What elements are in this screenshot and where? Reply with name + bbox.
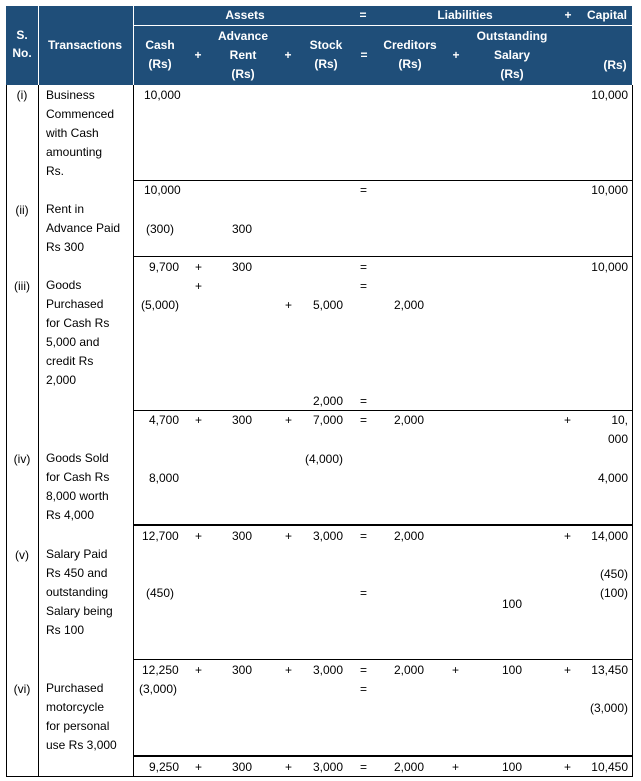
header-plus-1: + bbox=[194, 48, 202, 62]
rent-balance: 300 bbox=[232, 760, 253, 774]
transaction-description bbox=[46, 545, 126, 640]
desc-line: Goods bbox=[46, 278, 82, 292]
header-sno bbox=[6, 26, 38, 62]
plus-sign: + bbox=[285, 413, 293, 427]
desc-line: Goods Sold bbox=[46, 451, 109, 465]
header-liabilities: Liabilities bbox=[437, 8, 493, 22]
header-outstanding-salary bbox=[466, 27, 558, 84]
grid-bottom-border bbox=[6, 776, 633, 777]
plus-sign: + bbox=[564, 529, 572, 543]
plus-sign: + bbox=[564, 413, 572, 427]
capital-balance: 10,450 bbox=[591, 760, 628, 774]
header-sno-label: S. No. bbox=[12, 28, 32, 60]
capital-balance: 13,450 bbox=[591, 663, 628, 677]
desc-line: 5,000 and bbox=[46, 335, 100, 349]
header-assets: Assets bbox=[225, 8, 265, 22]
header-divider bbox=[38, 6, 39, 85]
stock-balance: 3,000 bbox=[313, 760, 344, 774]
desc-line: Commenced bbox=[46, 107, 115, 121]
subtotal-line-6 bbox=[133, 659, 633, 660]
desc-line: Salary Paid bbox=[46, 547, 108, 561]
equals-sign: = bbox=[360, 279, 368, 293]
transaction-description bbox=[46, 449, 126, 525]
plus-sign: + bbox=[195, 663, 203, 677]
desc-line: Rs 450 and bbox=[46, 566, 108, 580]
subtotal-line-1 bbox=[133, 180, 633, 181]
cash-balance: 12,700 bbox=[142, 529, 179, 543]
header-cash-unit: (Rs) bbox=[148, 57, 172, 71]
header-creditors bbox=[374, 36, 446, 74]
desc-line: outstanding bbox=[46, 585, 109, 599]
header-plus: + bbox=[564, 8, 572, 22]
plus-sign: + bbox=[285, 760, 293, 774]
header-transactions: Transactions bbox=[47, 38, 123, 52]
desc-line: Rs 100 bbox=[46, 623, 85, 637]
plus-sign: + bbox=[564, 760, 572, 774]
subtotal-line-2 bbox=[133, 256, 633, 257]
header-plus-3: + bbox=[452, 48, 460, 62]
grid-left-border bbox=[6, 85, 7, 776]
equals-sign: = bbox=[360, 394, 368, 408]
header-advance-label: Advance bbox=[217, 29, 269, 43]
grid-desc-divider bbox=[133, 85, 134, 776]
header-stock-unit: (Rs) bbox=[314, 57, 338, 71]
header-rent-label: Rent bbox=[229, 48, 257, 62]
plus-sign: + bbox=[285, 529, 293, 543]
desc-line: Rs 300 bbox=[46, 240, 85, 254]
row-number: (iii) bbox=[14, 279, 30, 293]
stock-balance: 3,000 bbox=[313, 529, 344, 543]
equals-sign: = bbox=[360, 183, 368, 197]
creditors-balance: 2,000 bbox=[394, 760, 425, 774]
header-capital-unit: (Rs) bbox=[603, 58, 627, 72]
desc-line: use Rs 3,000 bbox=[46, 738, 117, 752]
salary-balance: 100 bbox=[502, 760, 523, 774]
desc-line: motorcycle bbox=[46, 700, 105, 714]
capital-value: (450) bbox=[599, 567, 628, 581]
capital-balance: 10,000 bbox=[591, 260, 628, 274]
header-advance-rent bbox=[210, 27, 276, 84]
desc-line: for personal bbox=[46, 719, 110, 733]
desc-line: with Cash bbox=[46, 126, 99, 140]
cash-balance: 9,700 bbox=[149, 260, 180, 274]
equals-sign: = bbox=[360, 586, 368, 600]
desc-line: Advance Paid bbox=[46, 221, 121, 235]
header-plus-2: + bbox=[284, 48, 292, 62]
transaction-description bbox=[46, 200, 126, 257]
salary-value: 100 bbox=[502, 597, 523, 611]
header-equals: = bbox=[359, 8, 367, 22]
transaction-description bbox=[46, 679, 126, 755]
header-divider bbox=[133, 6, 134, 85]
cash-value: (300) bbox=[146, 222, 175, 236]
header-stock-label: Stock bbox=[309, 38, 343, 52]
header-capital: Capital bbox=[586, 8, 627, 22]
equals-sign: = bbox=[360, 529, 368, 543]
desc-line: for Cash Rs bbox=[46, 470, 110, 484]
header-cash-label: Cash bbox=[145, 38, 175, 52]
transaction-description bbox=[46, 276, 126, 390]
cash-balance: 9,250 bbox=[149, 760, 180, 774]
desc-line: Rs. bbox=[46, 164, 64, 178]
creditors-balance: 2,000 bbox=[394, 529, 425, 543]
cash-value: (450) bbox=[146, 586, 175, 600]
plus-sign: + bbox=[452, 663, 460, 677]
plus-sign: + bbox=[195, 279, 203, 293]
creditors-value: 2,000 bbox=[394, 298, 425, 312]
rent-value: 300 bbox=[232, 222, 253, 236]
desc-line: Purchased bbox=[46, 297, 104, 311]
cash-value: (3,000) bbox=[139, 682, 178, 696]
rent-balance: 300 bbox=[232, 413, 253, 427]
capital-balance: 10, bbox=[611, 413, 628, 427]
grid-right-border bbox=[632, 85, 633, 776]
rent-balance: 300 bbox=[232, 663, 253, 677]
plus-sign: + bbox=[564, 663, 572, 677]
capital-value: (100) bbox=[599, 586, 628, 600]
stock-value: 2,000 bbox=[313, 394, 344, 408]
cash-balance: 12,250 bbox=[142, 663, 179, 677]
creditors-balance: 2,000 bbox=[394, 413, 425, 427]
plus-sign: + bbox=[285, 298, 293, 312]
desc-line: credit Rs bbox=[46, 354, 94, 368]
grid-sno-divider bbox=[38, 85, 39, 776]
header-rent-unit: (Rs) bbox=[231, 67, 255, 81]
capital-value: 4,000 bbox=[597, 471, 628, 485]
subtotal-line-3 bbox=[133, 410, 633, 411]
desc-line: 8,000 worth bbox=[46, 489, 109, 503]
plus-sign: + bbox=[195, 413, 203, 427]
rent-balance: 300 bbox=[232, 529, 253, 543]
creditors-balance: 2,000 bbox=[394, 663, 425, 677]
plus-sign: + bbox=[195, 760, 203, 774]
desc-line: amounting bbox=[46, 145, 103, 159]
salary-balance: 100 bbox=[502, 663, 523, 677]
plus-sign: + bbox=[285, 663, 293, 677]
header-stock bbox=[298, 36, 354, 74]
capital-value: 10,000 bbox=[591, 88, 628, 102]
header-creditors-unit: (Rs) bbox=[398, 57, 422, 71]
row-number: (i) bbox=[16, 88, 28, 102]
cash-value: 8,000 bbox=[149, 471, 180, 485]
row-number: (vi) bbox=[13, 682, 31, 696]
equals-sign: = bbox=[360, 413, 368, 427]
plus-sign: + bbox=[195, 260, 203, 274]
stock-value: (4,000) bbox=[305, 452, 344, 466]
desc-line: 2,000 bbox=[46, 373, 77, 387]
plus-sign: + bbox=[452, 760, 460, 774]
stock-value: 5,000 bbox=[313, 298, 344, 312]
cash-value: 10,000 bbox=[144, 88, 181, 102]
capital-balance: 10,000 bbox=[591, 183, 628, 197]
subtotal-line-5 bbox=[133, 525, 633, 526]
capital-balance: 14,000 bbox=[591, 529, 628, 543]
header-equals-2: = bbox=[360, 48, 368, 62]
rent-balance: 300 bbox=[232, 260, 253, 274]
row-number: (v) bbox=[15, 548, 29, 562]
desc-line: Salary being bbox=[46, 604, 113, 618]
equals-sign: = bbox=[360, 663, 368, 677]
header-cash bbox=[134, 36, 186, 74]
equals-sign: = bbox=[360, 682, 368, 696]
header-salary-label: Salary bbox=[493, 48, 531, 62]
header-underline bbox=[134, 25, 632, 26]
cash-value: (5,000) bbox=[141, 298, 180, 312]
equals-sign: = bbox=[360, 760, 368, 774]
subtotal-line-8 bbox=[133, 756, 633, 757]
desc-line: Rent in bbox=[46, 202, 85, 216]
capital-value: (3,000) bbox=[589, 701, 628, 715]
transaction-description bbox=[46, 86, 126, 181]
desc-line: Purchased bbox=[46, 681, 104, 695]
equals-sign: = bbox=[360, 260, 368, 274]
stock-balance: 7,000 bbox=[313, 413, 344, 427]
desc-line: for Cash Rs bbox=[46, 316, 110, 330]
header-creditors-label: Creditors bbox=[383, 38, 437, 52]
row-number: (ii) bbox=[15, 203, 29, 217]
capital-balance-cont: 000 bbox=[607, 432, 628, 446]
row-number: (iv) bbox=[13, 452, 31, 466]
cash-balance: 4,700 bbox=[149, 413, 180, 427]
desc-line: Business bbox=[46, 88, 95, 102]
stock-balance: 3,000 bbox=[313, 663, 344, 677]
header-salary-unit: (Rs) bbox=[500, 67, 524, 81]
header-outstanding-label: Outstanding bbox=[476, 29, 548, 43]
desc-line: Rs 4,000 bbox=[46, 508, 95, 522]
cash-balance: 10,000 bbox=[144, 183, 181, 197]
plus-sign: + bbox=[195, 529, 203, 543]
